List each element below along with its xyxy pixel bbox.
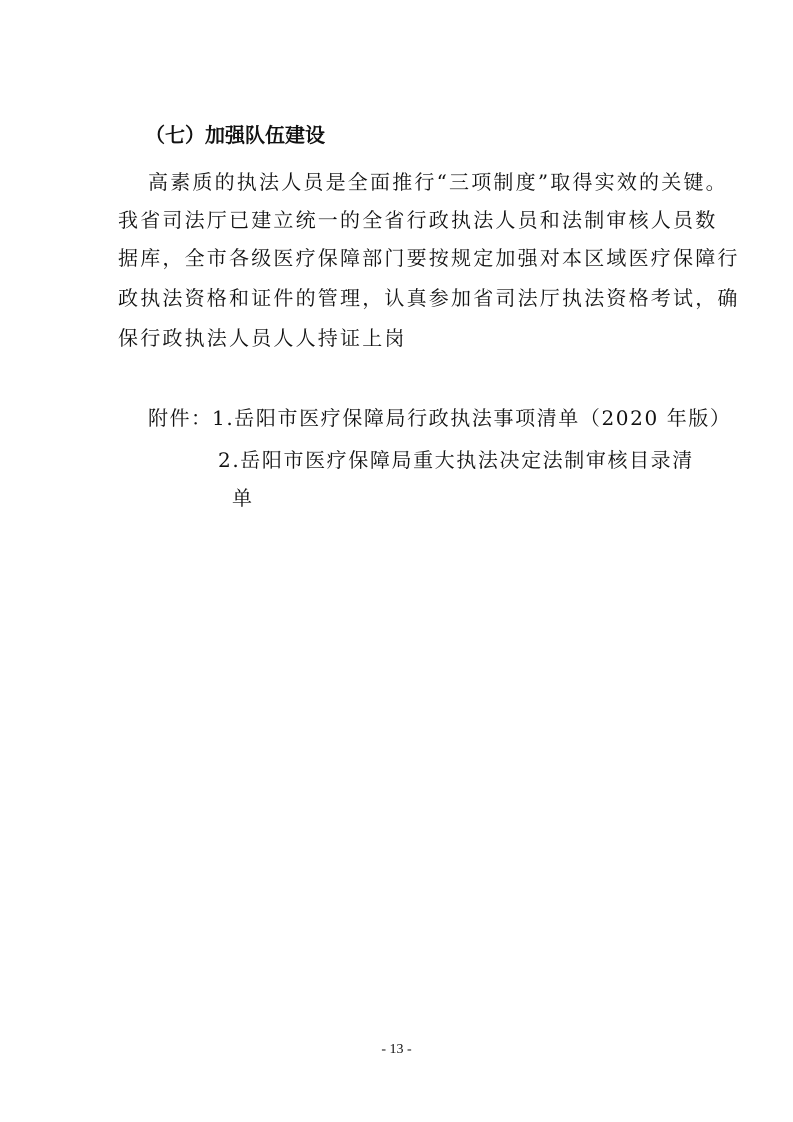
attachment-item: 1.岳阳市医疗保障局行政执法事项清单（2020 年版） bbox=[212, 406, 732, 430]
paragraph-line: 政执法资格和证件的管理，认真参加省司法厅执法资格考试，确 bbox=[118, 286, 740, 310]
attachment-item-continuation: 单 bbox=[232, 486, 252, 510]
section-heading: （七）加强队伍建设 bbox=[145, 123, 325, 147]
paragraph-line: 高素质的执法人员是全面推行“三项制度”取得实效的关键。 bbox=[148, 170, 728, 194]
attachments-label: 附件： bbox=[148, 406, 213, 430]
paragraph-line: 保行政执法人员人人持证上岗 bbox=[118, 326, 407, 350]
paragraph-line: 据库，全市各级医疗保障部门要按规定加强对本区域医疗保障行 bbox=[118, 246, 740, 270]
attachment-item: 2.岳阳市医疗保障局重大执法决定法制审核目录清 bbox=[218, 448, 694, 472]
paragraph-line: 我省司法厅已建立统一的全省行政执法人员和法制审核人员数 bbox=[118, 208, 718, 232]
page-number: - 13 - bbox=[381, 1042, 412, 1057]
